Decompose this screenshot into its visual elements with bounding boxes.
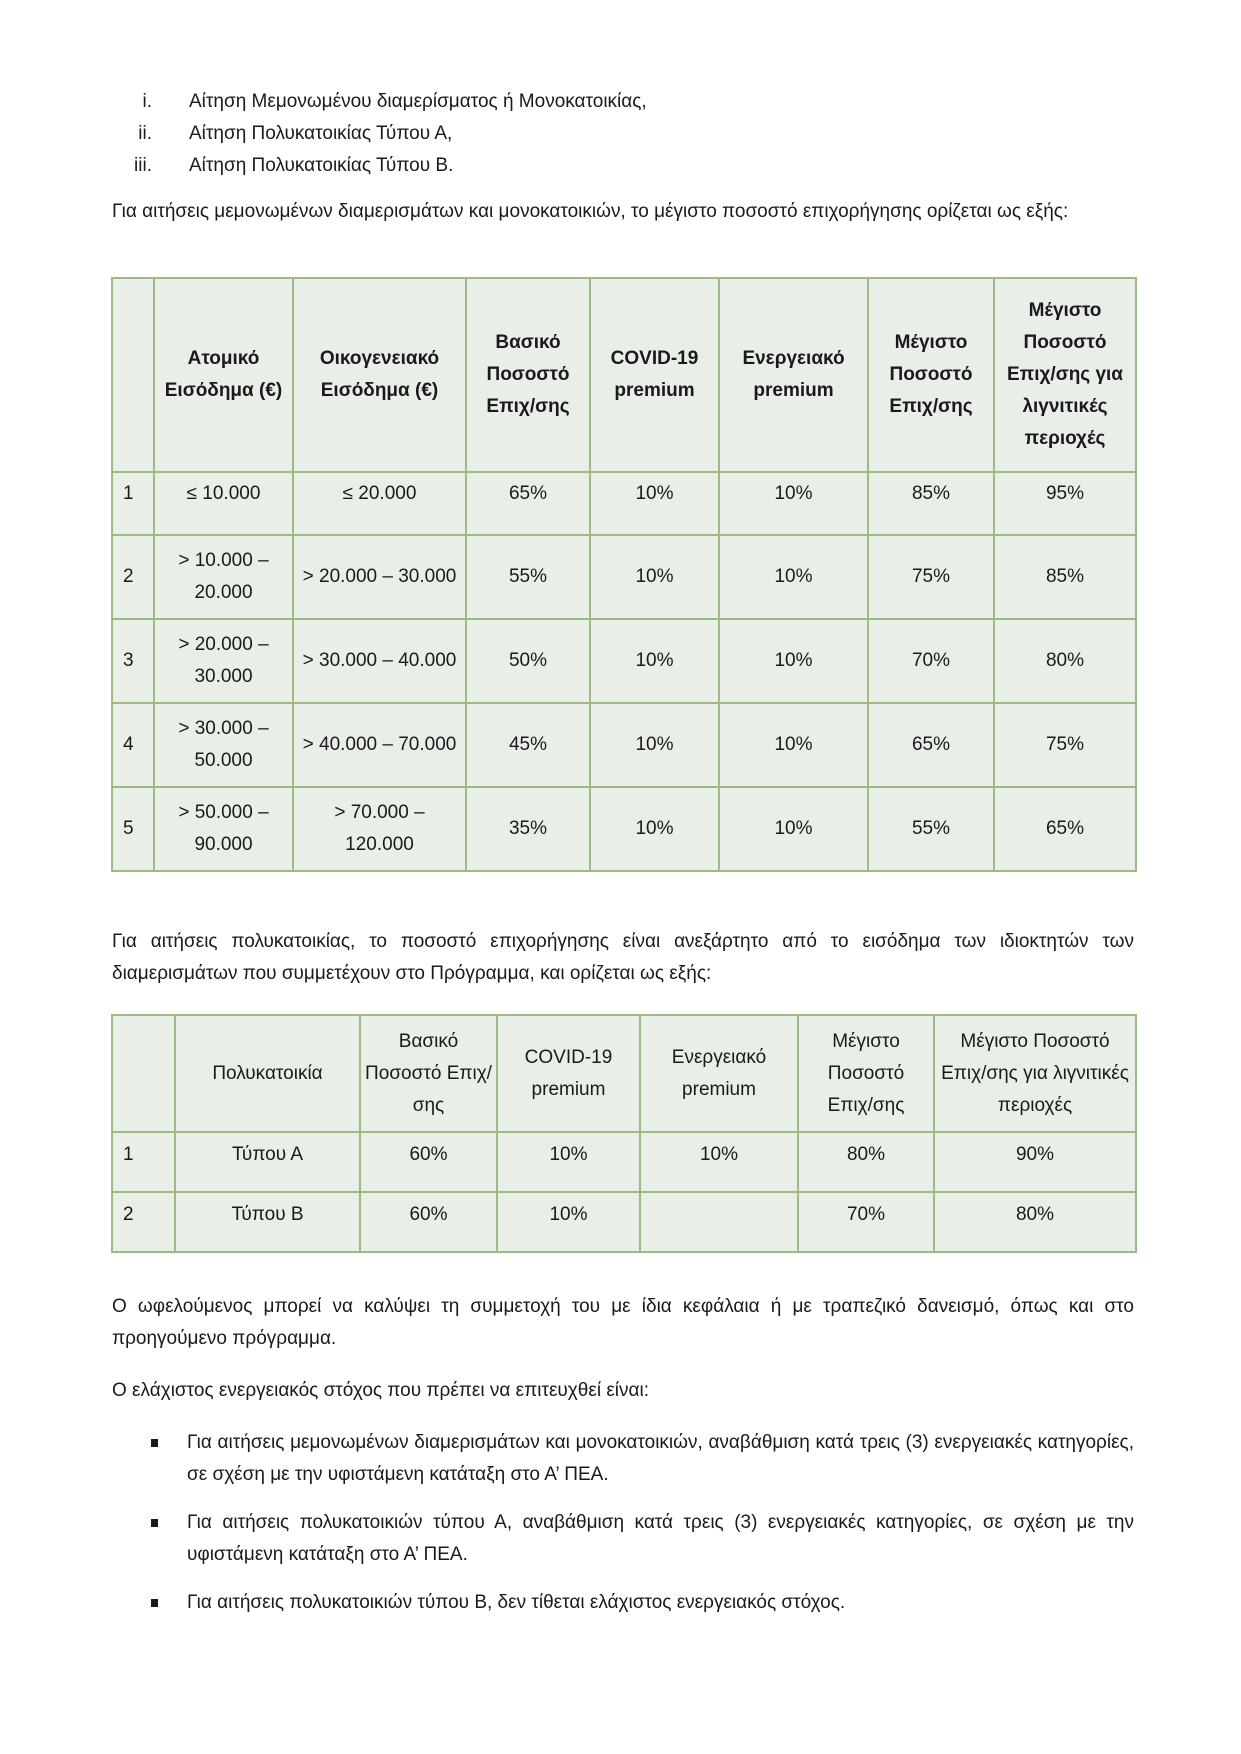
application-types-list <box>112 86 1142 182</box>
column-header-base-rate: Βασικό Ποσοστό Επιχ/σης <box>360 1015 497 1132</box>
cell-energy-premium: 10% <box>719 787 868 871</box>
column-header-index <box>112 278 154 472</box>
cell-energy-premium: 10% <box>719 472 868 535</box>
cell-personal-income: > 50.000 – 90.000 <box>154 787 293 871</box>
bullet-text: Για αιτήσεις πολυκατοικιών τύπου Β, δεν τίθεται ελάχιστος ενεργειακός στόχος. <box>187 1592 846 1613</box>
cell-covid-premium: 10% <box>497 1132 640 1192</box>
cell-index: 2 <box>112 535 154 619</box>
cell-covid-premium: 10% <box>590 619 719 703</box>
cell-base-rate: 35% <box>466 787 590 871</box>
energy-target-intro: Ο ελάχιστος ενεργειακός στόχος που πρέπει να επιτευχθεί είναι: <box>112 1380 649 1401</box>
cell-covid-premium: 10% <box>590 472 719 535</box>
square-bullet-icon <box>151 1519 158 1527</box>
cell-base-rate: 65% <box>466 472 590 535</box>
list-item <box>112 150 1142 182</box>
list-number: i. <box>142 91 152 112</box>
cell-base-rate: 60% <box>360 1192 497 1252</box>
table-row <box>112 1192 1136 1252</box>
list-text: Αίτηση Πολυκατοικίας Τύπου Β. <box>189 155 454 176</box>
cell-covid-premium: 10% <box>590 787 719 871</box>
financing-paragraph: Ο ωφελούμενος μπορεί να καλύψει τη συμμετοχή του με ίδια κεφάλαια ή με τραπεζικό δανεισμό, όπως και στο προηγούμενο πρόγραμμα. <box>112 1296 1134 1349</box>
list-item <box>112 1587 1134 1619</box>
cell-covid-premium: 10% <box>497 1192 640 1252</box>
cell-building-type: Τύπου Β <box>175 1192 360 1252</box>
table-row <box>112 703 1136 787</box>
intro-paragraph-apartment-buildings: Για αιτήσεις πολυκατοικίας, το ποσοστό επιχορήγησης είναι ανεξάρτητο από το εισόδημα των ιδιοκτητών των διαμερισμάτων που συμμετέχουν στο Πρόγραμμα, και ορίζεται ως εξής: <box>112 931 1134 984</box>
cell-base-rate: 60% <box>360 1132 497 1192</box>
table-header-row <box>112 278 1136 472</box>
cell-max-rate-lignite: 85% <box>994 535 1136 619</box>
cell-max-rate: 75% <box>868 535 994 619</box>
column-header-covid-premium: COVID-19 premium <box>590 278 719 472</box>
column-header-personal-income: Ατομικό Εισόδημα (€) <box>154 278 293 472</box>
cell-max-rate-lignite: 65% <box>994 787 1136 871</box>
column-header-building: Πολυκατοικία <box>175 1015 360 1132</box>
table-row <box>112 619 1136 703</box>
column-header-index <box>112 1015 175 1132</box>
cell-personal-income: > 20.000 – 30.000 <box>154 619 293 703</box>
square-bullet-icon <box>151 1599 158 1607</box>
cell-max-rate: 80% <box>798 1132 934 1192</box>
apartment-buildings-subsidy-table <box>111 1014 1137 1253</box>
cell-max-rate-lignite: 75% <box>994 703 1136 787</box>
cell-max-rate-lignite: 80% <box>934 1192 1136 1252</box>
cell-personal-income: > 30.000 – 50.000 <box>154 703 293 787</box>
list-item <box>112 1507 1134 1571</box>
column-header-max-rate-lignite: Μέγιστο Ποσοστό Επιχ/σης για λιγνιτικές περιοχές <box>994 278 1136 472</box>
cell-index: 5 <box>112 787 154 871</box>
table-row <box>112 787 1136 871</box>
column-header-family-income: Οικογενειακό Εισόδημα (€) <box>293 278 466 472</box>
cell-index: 1 <box>112 472 154 535</box>
cell-index: 2 <box>112 1192 175 1252</box>
cell-index: 4 <box>112 703 154 787</box>
cell-family-income: ≤ 20.000 <box>293 472 466 535</box>
list-item <box>112 86 1142 118</box>
bullet-text: Για αιτήσεις μεμονωμένων διαμερισμάτων και μονοκατοικιών, αναβάθμιση κατά τρεις (3) ενεργειακές κατηγορίες, σε σχέση με την υφιστάμενη κατάταξη στο Α’ ΠΕΑ. <box>187 1432 1134 1485</box>
table-row <box>112 472 1136 535</box>
cell-covid-premium: 10% <box>590 535 719 619</box>
bullet-text: Για αιτήσεις πολυκατοικιών τύπου Α, αναβάθμιση κατά τρεις (3) ενεργειακές κατηγορίες, σε σχέση με την υφιστάμενη κατάταξη στο Α’ ΠΕΑ. <box>187 1512 1134 1565</box>
cell-personal-income: ≤ 10.000 <box>154 472 293 535</box>
cell-building-type: Τύπου Α <box>175 1132 360 1192</box>
cell-energy-premium: 10% <box>719 619 868 703</box>
list-number: ii. <box>138 123 152 144</box>
cell-max-rate: 55% <box>868 787 994 871</box>
column-header-energy-premium: Ενεργειακό premium <box>719 278 868 472</box>
single-homes-subsidy-table <box>111 277 1137 872</box>
energy-target-list <box>112 1427 1134 1635</box>
cell-covid-premium: 10% <box>590 703 719 787</box>
intro-paragraph-single-homes: Για αιτήσεις μεμονωμένων διαμερισμάτων και μονοκατοικιών, το μέγιστο ποσοστό επιχορήγησης ορίζεται ως εξής: <box>112 201 1069 222</box>
list-text: Αίτηση Μεμονωμένου διαμερίσματος ή Μονοκατοικίας, <box>189 91 647 112</box>
cell-energy-premium: 10% <box>640 1132 798 1192</box>
cell-base-rate: 50% <box>466 619 590 703</box>
cell-personal-income: > 10.000 – 20.000 <box>154 535 293 619</box>
column-header-covid-premium: COVID-19 premium <box>497 1015 640 1132</box>
cell-family-income: > 40.000 – 70.000 <box>293 703 466 787</box>
cell-max-rate-lignite: 90% <box>934 1132 1136 1192</box>
cell-max-rate: 85% <box>868 472 994 535</box>
cell-max-rate: 70% <box>868 619 994 703</box>
cell-family-income: > 20.000 – 30.000 <box>293 535 466 619</box>
table-row <box>112 1132 1136 1192</box>
cell-index: 1 <box>112 1132 175 1192</box>
list-item <box>112 118 1142 150</box>
cell-family-income: > 70.000 – 120.000 <box>293 787 466 871</box>
cell-max-rate: 65% <box>868 703 994 787</box>
cell-base-rate: 55% <box>466 535 590 619</box>
cell-max-rate-lignite: 80% <box>994 619 1136 703</box>
table-header-row <box>112 1015 1136 1132</box>
column-header-max-rate-lignite: Μέγιστο Ποσοστό Επιχ/σης για λιγνιτικές περιοχές <box>934 1015 1136 1132</box>
cell-energy-premium: 10% <box>719 535 868 619</box>
list-number: iii. <box>134 155 152 176</box>
cell-base-rate: 45% <box>466 703 590 787</box>
column-header-max-rate: Μέγιστο Ποσοστό Επιχ/σης <box>798 1015 934 1132</box>
column-header-base-rate: Βασικό Ποσοστό Επιχ/σης <box>466 278 590 472</box>
cell-index: 3 <box>112 619 154 703</box>
column-header-max-rate: Μέγιστο Ποσοστό Επιχ/σης <box>868 278 994 472</box>
cell-energy-premium: 10% <box>719 703 868 787</box>
cell-max-rate-lignite: 95% <box>994 472 1136 535</box>
list-item <box>112 1427 1134 1491</box>
square-bullet-icon <box>151 1439 158 1447</box>
cell-energy-premium <box>640 1192 798 1252</box>
list-text: Αίτηση Πολυκατοικίας Τύπου Α, <box>189 123 453 144</box>
cell-family-income: > 30.000 – 40.000 <box>293 619 466 703</box>
column-header-energy-premium: Ενεργειακό premium <box>640 1015 798 1132</box>
table-row <box>112 535 1136 619</box>
cell-max-rate: 70% <box>798 1192 934 1252</box>
